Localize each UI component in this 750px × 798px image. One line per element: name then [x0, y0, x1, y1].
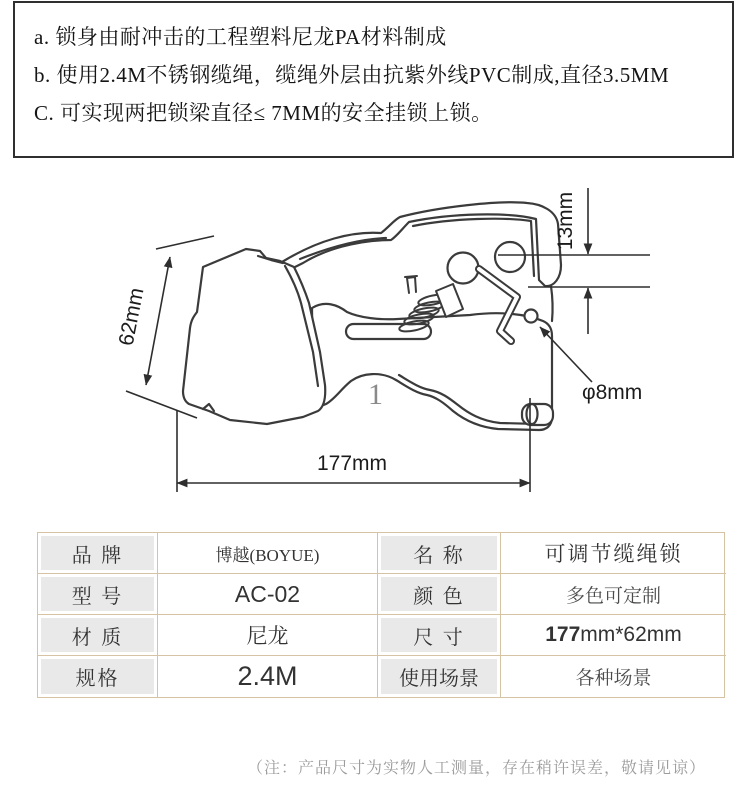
part-marker-label: 1 [368, 378, 383, 411]
spec-label-brand [38, 533, 158, 574]
spec-value-brand [158, 533, 378, 574]
spec-line-b: b. 使用2.4M不锈钢缆绳，缆绳外层由抗紫外线PVC制成,直径3.5MM [34, 63, 670, 87]
pivot-hole-left [448, 253, 479, 284]
spec-value-size-rest: mm*62mm [580, 623, 682, 646]
spec-label-spec [38, 656, 158, 697]
dim-hole-label: φ8mm [582, 381, 643, 404]
spec-label-material-text: 材 质 [41, 618, 154, 652]
spec-value-name-text: 可调节缆绳锁 [544, 543, 683, 566]
spec-value-spec [158, 656, 378, 697]
spec-value-size-bold: 177 [545, 623, 581, 646]
spec-label-name [378, 533, 501, 574]
spec-value-brand-text: 博越(BOYUE) [215, 545, 320, 565]
pivot-hole-right [495, 242, 525, 272]
spec-label-name-text: 名 称 [381, 536, 497, 570]
spec-label-size [378, 615, 501, 656]
spec-label-color-text: 颜 色 [381, 577, 497, 611]
spec-value-scene-text: 各种场景 [575, 668, 652, 689]
spec-label-model-text: 型 号 [41, 577, 154, 611]
spec-value-color [501, 574, 726, 615]
lock-body-block [183, 249, 325, 424]
spec-value-size [501, 615, 726, 656]
grip-slot [346, 324, 431, 339]
spec-table [37, 532, 725, 698]
spec-value-scene [501, 656, 726, 697]
dim-length-label: 177mm [316, 452, 388, 475]
spec-label-material [38, 615, 158, 656]
spec-label-brand-text: 品 牌 [41, 536, 154, 570]
spec-value-model [158, 574, 378, 615]
spec-label-spec-text: 规格 [41, 659, 154, 694]
spec-label-color [378, 574, 501, 615]
measurement-disclaimer: （注：产品尺寸为实物人工测量，存在稍许误差，敬请见谅） [246, 760, 706, 777]
spec-label-scene-text: 使用场景 [381, 659, 497, 694]
spec-value-material-text: 尼龙 [246, 625, 289, 648]
spec-line-c: C. 可实现两把锁梁直径≤ 7MM的安全挂锁上锁。 [34, 101, 493, 125]
spec-label-model [38, 574, 158, 615]
spec-value-material [158, 615, 378, 656]
spec-value-color-text: 多色可定制 [565, 585, 661, 607]
dim-height-label: 62mm [114, 285, 149, 348]
spec-label-scene [378, 656, 501, 697]
spec-value-model-text: AC-02 [234, 580, 301, 607]
spec-label-size-text: 尺 寸 [381, 618, 497, 652]
cable-hole [525, 310, 538, 323]
spec-value-size-text [545, 623, 682, 647]
spec-line-a: a. 锁身由耐冲击的工程塑料尼龙PA材料制成 [34, 25, 447, 49]
dim-gap-label: 13mm [554, 191, 577, 251]
spec-value-name [501, 533, 726, 574]
spec-value-spec-text: 2.4M [237, 661, 298, 691]
